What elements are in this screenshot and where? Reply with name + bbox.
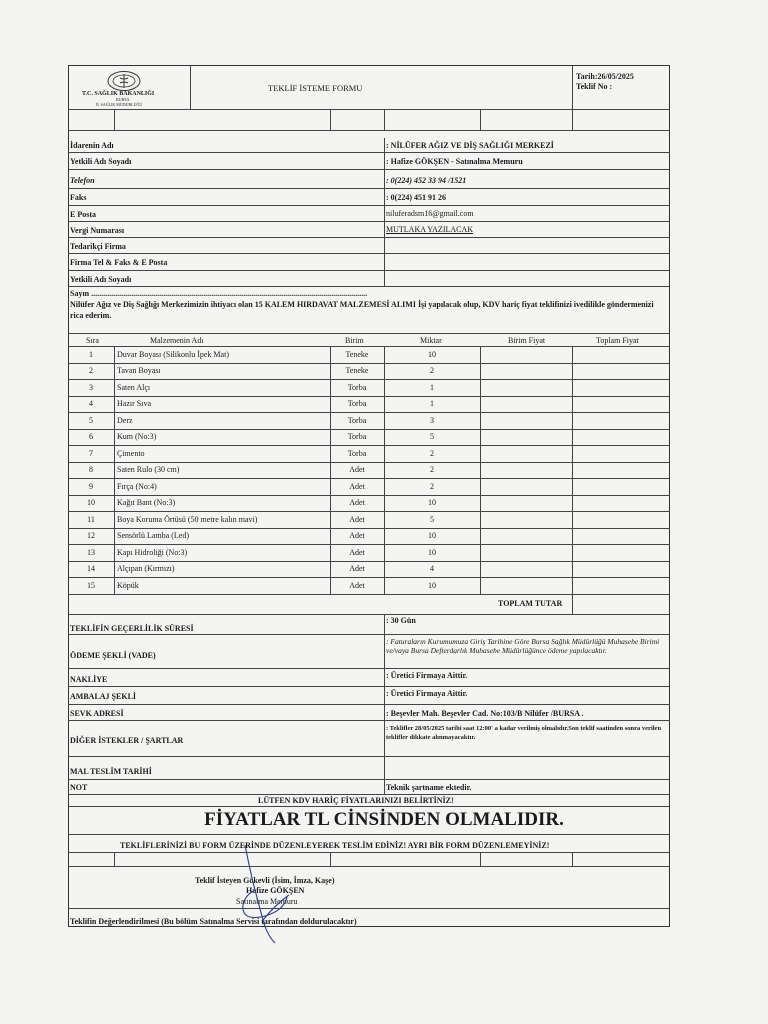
divider <box>68 152 670 153</box>
item-unit: Adet <box>349 547 365 557</box>
address-value: : Beşevler Mah. Beşevler Cad. No:103/B Nilüfer /BURSA . <box>386 709 584 718</box>
table-row-divider <box>68 396 670 397</box>
divider <box>68 237 670 238</box>
item-no: 2 <box>89 366 93 375</box>
divider <box>114 109 115 130</box>
item-name: Kağıt Bant (No:3) <box>117 498 176 507</box>
item-name: Kapı Hidroliği (No:3) <box>117 547 188 557</box>
table-row-divider <box>68 412 670 413</box>
item-unit: Torba <box>347 432 367 441</box>
item-unit: Adet <box>349 465 365 474</box>
divider <box>68 188 670 189</box>
item-name: Kum (No:3) <box>117 432 157 441</box>
salutation: Sayın .......................................................................................................................................... <box>70 289 368 298</box>
item-unit: Adet <box>349 498 365 507</box>
validity-label: TEKLİFİN GEÇERLİLİK SÜRESİ <box>70 624 194 633</box>
table-row-divider <box>68 478 670 479</box>
evaluation-note: Teklifin Değerlendirilmesi (Bu bölüm Satınalma Servisi tarafından doldurulacaktır) <box>70 917 357 926</box>
divider <box>572 346 573 614</box>
item-no: 10 <box>87 498 95 507</box>
table-row-divider <box>68 561 670 562</box>
info-value: : NİLÜFER AĞIZ VE DİŞ SAĞLIĞI MERKEZİ <box>386 141 554 150</box>
item-unit: Teneke <box>345 366 369 375</box>
item-qty: 10 <box>428 349 436 359</box>
payment-value: : Faturaların Kurumumuza Giriş Tarihine Göre Bursa Sağlık Müdürlüğü Muhasebe Birimi ve/vaya Bursa Defterdarlık Muhasebe Müdürlüğünce ödeme yapılacaktır. <box>386 637 660 655</box>
total-label: TOPLAM TUTAR <box>498 599 563 608</box>
divider <box>114 852 115 866</box>
other-label: DİĞER İSTEKLER / ŞARTLAR <box>70 736 184 745</box>
item-qty: 10 <box>428 531 436 540</box>
item-no: 14 <box>87 564 95 573</box>
other-value: : Teklifler 28/05/2025 tarihi saat 12:00' a kadar verilmiş olmalıdır.Son teklif saatinden sonra verilen teklifler dikkate alınmayacaktır. <box>386 725 662 741</box>
col-header-unit: Birim <box>345 336 364 345</box>
divider <box>330 109 331 130</box>
divider <box>480 346 481 594</box>
item-name: Çimento <box>117 448 145 458</box>
divider <box>68 205 670 206</box>
info-label: İdarenin Adı <box>70 141 114 150</box>
info-value: MUTLAKA YAZILACAK <box>386 225 474 234</box>
divider <box>190 65 191 109</box>
item-unit: Torba <box>347 399 367 408</box>
item-qty: 4 <box>430 564 434 573</box>
item-qty: 2 <box>430 481 434 491</box>
divider <box>68 866 670 867</box>
item-no: 7 <box>89 448 93 458</box>
ministry-sub-2: İL SAĞLIK MÜDÜRLÜĞÜ <box>96 102 143 107</box>
packaging-label: AMBALAJ ŞEKLİ <box>70 692 137 701</box>
divider <box>68 270 670 271</box>
divider <box>68 852 670 853</box>
divider <box>68 634 670 635</box>
item-unit: Adet <box>349 514 365 524</box>
note-label: NOT <box>70 783 88 792</box>
item-unit: Adet <box>349 580 365 590</box>
divider <box>68 908 670 909</box>
ministry-name: T.C. SAĞLIK BAKANLIĞI <box>82 91 155 97</box>
delivery-label: MAL TESLİM TARİHİ <box>70 767 152 776</box>
table-row-divider <box>68 577 670 578</box>
divider <box>68 333 670 334</box>
shipping-label: NAKLİYE <box>70 675 108 684</box>
divider <box>480 109 481 130</box>
col-header-unit-price: Birim Fiyat <box>508 336 546 345</box>
payment-label: ÖDEME ŞEKLİ (VADE) <box>70 651 156 660</box>
item-no: 3 <box>89 382 93 392</box>
item-no: 15 <box>87 580 95 590</box>
info-value: : 0(224) 452 33 94 /1521 <box>386 176 467 185</box>
info-label: Vergi Numarası <box>70 226 125 235</box>
item-no: 6 <box>89 432 93 441</box>
divider <box>572 109 573 130</box>
item-qty: 10 <box>428 498 436 507</box>
item-qty: 1 <box>430 382 434 392</box>
info-label: Telefon <box>70 176 95 185</box>
item-qty: 2 <box>430 366 434 375</box>
divider <box>68 109 670 110</box>
divider <box>572 852 573 866</box>
divider <box>384 138 385 286</box>
item-qty: 10 <box>428 580 436 590</box>
item-unit: Adet <box>349 531 365 540</box>
item-name: Boya Koruma Örtüsü (50 metre kalın mavi) <box>117 514 258 524</box>
divider <box>68 169 670 170</box>
ministry-sub-1: BURSA <box>116 97 130 102</box>
item-no: 4 <box>89 399 93 408</box>
packaging-value: : Üretici Firmaya Aittir. <box>386 689 468 698</box>
item-name: Fırça (No:4) <box>117 481 157 491</box>
requester-title: Satınalma Memuru <box>236 897 298 906</box>
info-label: E Posta <box>70 210 96 219</box>
divider <box>572 65 573 109</box>
item-qty: 5 <box>430 432 434 441</box>
divider <box>480 594 670 595</box>
col-header-qty: Miktar <box>420 336 442 345</box>
col-header-total-price: Toplam Fiyat <box>596 336 639 345</box>
item-unit: Torba <box>347 415 367 425</box>
ministry-logo-icon <box>106 70 142 92</box>
offer-no-label: Teklif No : <box>576 82 613 91</box>
item-name: Saten Rulo (30 cm) <box>117 465 180 474</box>
table-row-divider <box>68 429 670 430</box>
item-qty: 5 <box>430 514 434 524</box>
divider <box>480 852 481 866</box>
item-unit: Torba <box>347 382 367 392</box>
divider <box>68 221 670 222</box>
divider <box>114 346 115 594</box>
date-label: Tarih:26/05/2025 <box>576 72 634 81</box>
divider <box>68 794 670 795</box>
divider <box>68 668 670 669</box>
item-name: Duvar Boyası (Silikonlu İpek Mat) <box>117 349 229 359</box>
form-notice: TEKLİFLERİNİZİ BU FORM ÜZERİNDE DÜZENLEYEREK TESLİM EDİNİZ! AYRI BİR FORM DÜZENLEMEYİNİZ! <box>120 841 550 850</box>
address-label: SEVK ADRESİ <box>70 709 124 718</box>
divider <box>68 614 670 615</box>
item-name: Saten Alçı <box>117 382 151 392</box>
divider <box>68 346 670 347</box>
table-row-divider <box>68 462 670 463</box>
item-qty: 10 <box>428 547 436 557</box>
col-header-name: Malzemenin Adı <box>150 336 204 345</box>
requester-line: Teklif İsteyen Gökevli (İsim, İmza, Kaşe) <box>195 876 335 885</box>
item-no: 9 <box>89 481 93 491</box>
vat-notice: LÜTFEN KDV HARİÇ FİYATLARINIZI BELİRTİNİZ! <box>258 796 454 805</box>
divider <box>68 834 670 835</box>
item-unit: Torba <box>347 448 367 458</box>
item-qty: 2 <box>430 465 434 474</box>
item-qty: 3 <box>430 415 434 425</box>
shipping-value: : Üretici Firmaya Aittir. <box>386 671 468 680</box>
divider <box>68 756 670 757</box>
divider <box>68 286 670 287</box>
item-name: Tavan Boyası <box>117 366 161 375</box>
divider <box>68 704 670 705</box>
intro-text: Nilüfer Ağız ve Diş Sağlığı Merkezimizin ihtiyacı olan 15 KALEM HIRDAVAT MALZEMESİ ALIMI İşi yapılacak olup, KDV hariç fiyat teklifinizi ivedilikle göndermenizi rica ederim. <box>70 300 654 320</box>
item-no: 11 <box>87 514 95 524</box>
info-value: : 0(224) 451 91 26 <box>386 193 446 202</box>
item-name: Köpük <box>117 580 139 590</box>
info-label: Yetkili Adı Soyadı <box>70 275 132 284</box>
item-unit: Teneke <box>345 349 369 359</box>
item-name: Hazır Sıva <box>117 399 151 408</box>
info-label: Faks <box>70 193 87 202</box>
table-row-divider <box>68 363 670 364</box>
divider <box>68 720 670 721</box>
divider <box>68 806 670 807</box>
table-row-divider <box>68 544 670 545</box>
item-no: 1 <box>89 349 93 359</box>
item-no: 13 <box>87 547 95 557</box>
item-unit: Adet <box>349 564 365 573</box>
info-value: : Hafize GÖKŞEN - Satınalma Memuru <box>386 157 523 166</box>
table-row-divider <box>68 511 670 512</box>
divider <box>68 130 670 131</box>
note-value: Teknik şartname ektedir. <box>386 783 472 792</box>
item-name: Sensörlü Lamba (Led) <box>117 531 189 540</box>
table-row-divider <box>68 379 670 380</box>
validity-value: : 30 Gün <box>386 616 416 625</box>
info-value: niluferadsm16@gmail.com <box>386 209 474 218</box>
item-name: Alçıpan (Kırmızı) <box>117 564 175 573</box>
divider <box>330 852 331 866</box>
table-row-divider <box>68 528 670 529</box>
info-label: Firma Tel & Faks & E Posta <box>70 258 168 267</box>
requester-name: Hafize GÖKŞEN <box>246 886 305 895</box>
table-row-divider <box>68 495 670 496</box>
table-row-divider <box>68 445 670 446</box>
item-no: 8 <box>89 465 93 474</box>
item-no: 5 <box>89 415 93 425</box>
form-title: TEKLİF İSTEME FORMU <box>268 83 363 93</box>
info-label: Yetkili Adı Soyadı <box>70 157 132 166</box>
divider <box>68 779 670 780</box>
divider <box>68 253 670 254</box>
item-qty: 1 <box>430 399 434 408</box>
divider <box>384 109 385 130</box>
tl-notice: FİYATLAR TL CİNSİNDEN OLMALIDIR. <box>204 809 564 830</box>
divider <box>68 686 670 687</box>
info-label: Tedarikçi Firma <box>70 242 126 251</box>
item-name: Derz <box>117 415 133 425</box>
item-unit: Adet <box>349 481 365 491</box>
item-qty: 2 <box>430 448 434 458</box>
col-header-no: Sıra <box>86 336 99 345</box>
item-no: 12 <box>87 531 95 540</box>
